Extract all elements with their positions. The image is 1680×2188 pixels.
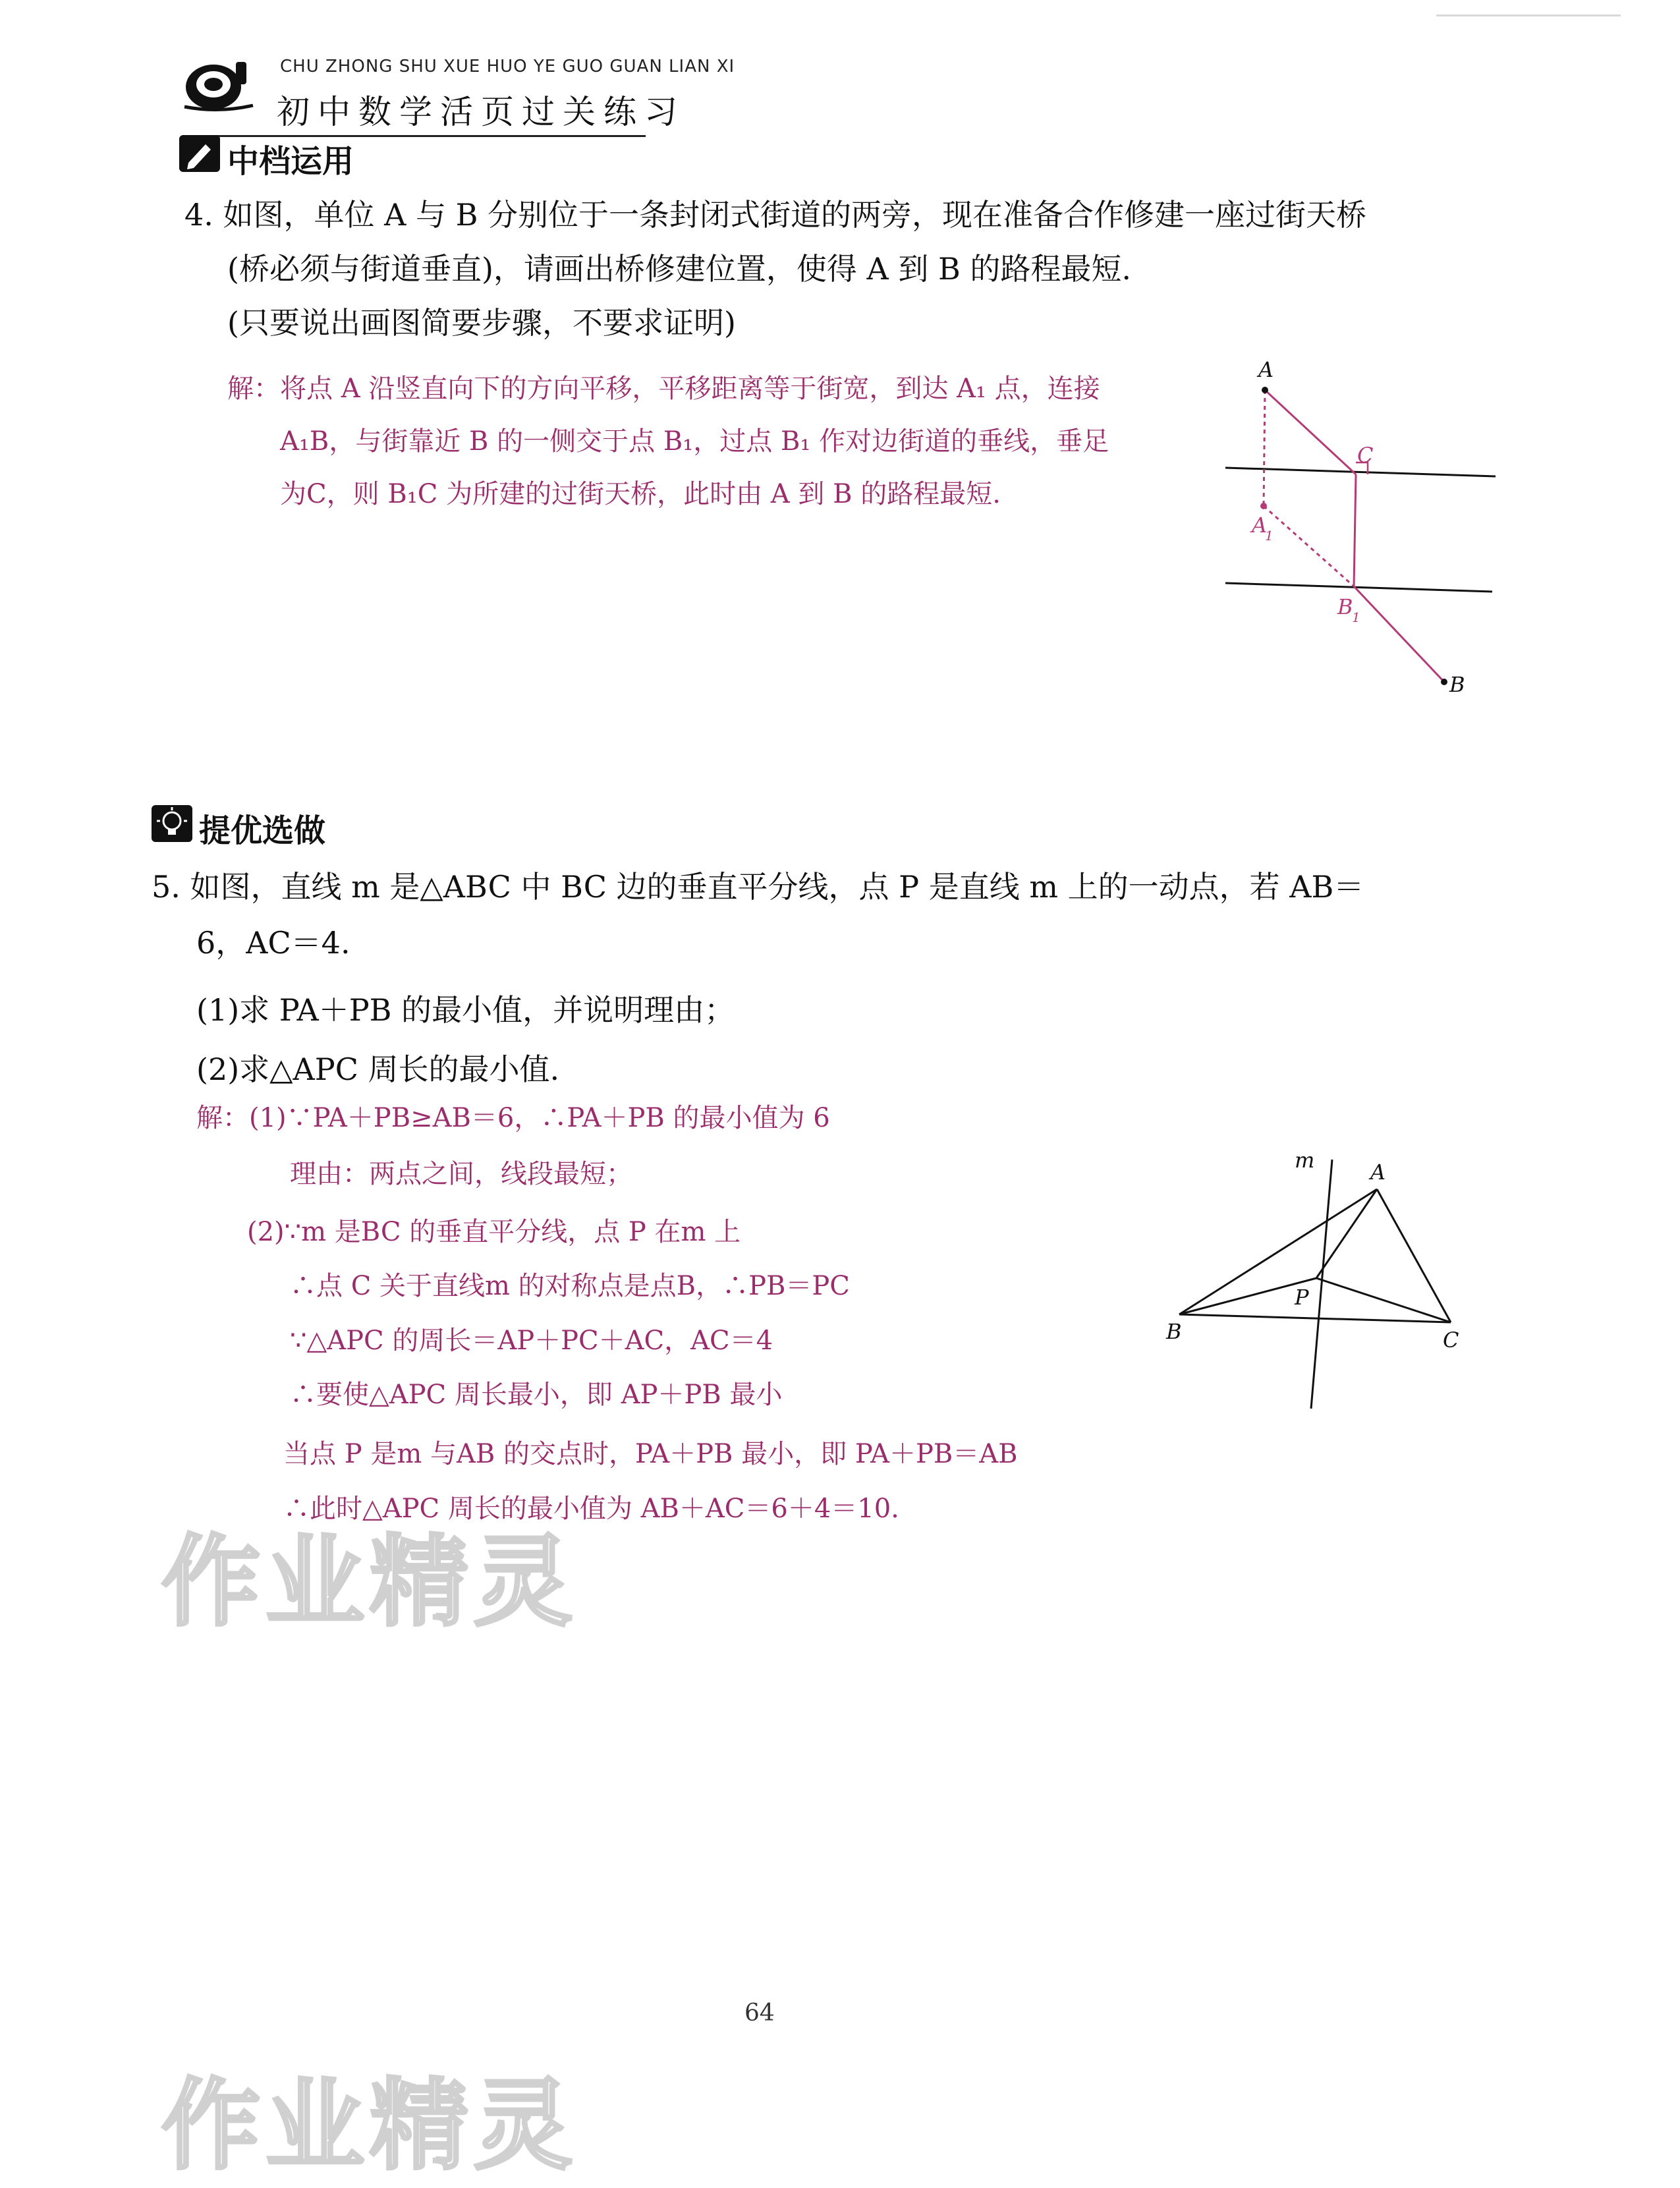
label-B1: B [1337,594,1353,619]
section-title-mid: 中档运用 [227,143,354,180]
q5-sub2: (2)求△APC 周长的最小值. [196,1052,560,1087]
point-B [1441,679,1447,685]
q5-answer-line5: ∵△APC 的周长＝AP＋PC＋AC，AC＝4 [290,1326,773,1356]
label-B1-sub: 1 [1352,609,1360,625]
q5-triangle-diagram [1160,1140,1476,1419]
q5-answer-line6: ∴要使△APC 周长最小，即 AP＋PB 最小 [290,1380,783,1410]
lightbulb-icon [152,805,192,842]
q4-answer-line2: A₁B，与街靠近 B 的一侧交于点 B₁，过点 B₁ 作对边街道的垂线，垂足 [280,426,1109,457]
page-number: 64 [744,2000,775,2027]
point-A [1262,387,1268,393]
street-upper-line [1225,468,1496,476]
watermark-upper: 作业精灵 [161,1525,578,1640]
label-A1-sub: 1 [1265,528,1274,544]
segment-A1B1-dashed [1264,506,1354,586]
q4-street-diagram [1212,349,1502,708]
section-title-advanced: 提优选做 [199,812,326,849]
top-rule [1436,14,1621,16]
label-A: A [1258,357,1274,382]
book-title: 初中数学活页过关练习 [277,93,685,131]
q5-answer-line4: ∴点 C 关于直线m 的对称点是点B，∴PB＝PC [290,1271,850,1301]
q5-line1: 5. 如图，直线 m 是△ABC 中 BC 边的垂直平分线，点 P 是直线 m 上的一动点，若 AB＝ [152,869,1364,905]
segment-AC [1265,390,1356,474]
point-A1 [1260,503,1267,509]
q5-answer-line8: ∴此时△APC 周长的最小值为 AB＋AC＝6＋4＝10. [283,1494,899,1524]
q4-line1: 4. 如图，单位 A 与 B 分别位于一条封闭式街道的两旁，现在准备合作修建一座过街天桥 [184,197,1367,233]
pencil-icon [179,135,220,172]
label-B: B [1166,1319,1182,1344]
segment-CB1 [1354,474,1356,586]
label-B: B [1449,672,1465,697]
label-m: m [1295,1148,1315,1173]
q5-sub1: (1)求 PA＋PB 的最小值，并说明理由； [196,992,735,1028]
q4-line2: (桥必须与街道垂直)，请画出桥修建位置，使得 A 到 B 的路程最短. [227,251,1132,287]
q5-answer-line7: 当点 P 是m 与AB 的交点时，PA＋PB 最小，即 PA＋PB＝AB [283,1439,1018,1469]
label-P: P [1295,1285,1309,1310]
label-C: C [1443,1328,1459,1353]
q4-answer-line3: 为C，则 B₁C 为所建的过街天桥，此时由 A 到 B 的路程最短. [280,479,1001,509]
series-pinyin: CHU ZHONG SHU XUE HUO YE GUO GUAN LIAN XI [280,57,735,76]
segment-AA1-dashed [1264,390,1265,506]
q5-answer-line2: 理由：两点之间，线段最短； [290,1159,632,1189]
q5-answer-line3: (2)∵m 是BC 的垂直平分线，点 P 在m 上 [247,1217,741,1247]
segment-B1B [1354,586,1444,682]
label-A1: A [1252,513,1268,538]
label-C: C [1357,443,1374,468]
line-m [1311,1160,1332,1409]
book-logo-icon [179,47,258,116]
side-BA [1179,1189,1377,1314]
q5-line2: 6，AC＝4. [196,925,350,961]
q4-line3: (只要说出画图简要步骤，不要求证明) [227,305,736,341]
watermark-lower: 作业精灵 [161,2069,578,2183]
q5-answer-line1: 解：(1)∵PA＋PB≥AB＝6，∴PA＋PB 的最小值为 6 [196,1103,830,1133]
q4-answer-line1: 解：将点 A 沿竖直向下的方向平移，平移距离等于街宽，到达 A₁ 点，连接 [227,374,1100,404]
side-BC [1179,1314,1451,1322]
label-A: A [1370,1160,1386,1185]
